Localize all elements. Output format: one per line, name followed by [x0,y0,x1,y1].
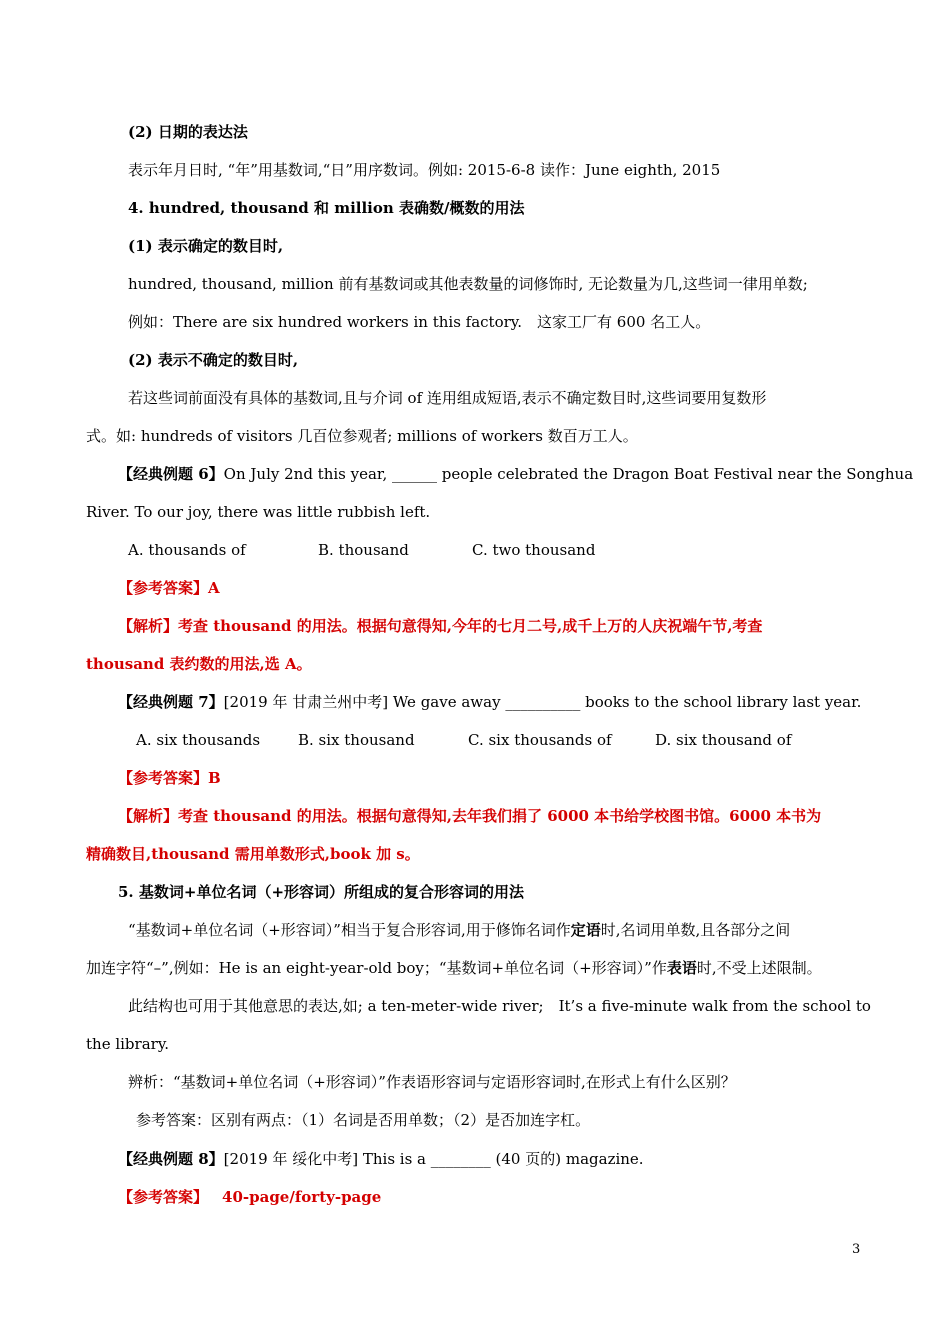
section-4-heading: 4. hundred, thousand 和 million 表确数/概数的用法 [128,199,525,217]
example-6-question [118,464,913,484]
example-6-analysis: 【解析】考查 thousand 的用法。根据句意得知,今年的七月二号,成千上万的人庆祝端午节,考查 [118,617,763,635]
date-rule-text: 表示年月日时, “年”用基数词,“日”用序数词。例如: 2015-6-8 读作：June eighth, 2015 [128,161,721,179]
definite-number-heading: (1) 表示确定的数目时, [128,237,284,255]
section-5-paragraph-3-cont: the library. [86,1035,170,1053]
section-5-paragraph-1 [128,920,790,940]
example-7-text: [2019 年 甘肃兰州中考] We gave away __________ books to the school library last year. [223,693,862,711]
example-6-option-a: A. thousands of [128,541,246,559]
section-5-paragraph-3: 此结构也可用于其他意思的表达,如; a ten-meter-wide river; It’s a five-minute walk from the school to [128,997,871,1015]
answer-value: A [208,579,220,597]
example-7-analysis: 【解析】考查 thousand 的用法。根据句意得知,去年我们捐了 6000 本书给学校图书馆。6000 本书为 [118,807,822,825]
example-7-option-b: B. six thousand [298,731,415,749]
text-run: 加连字符“–”,例如：He is an eight-year-old boy；“基数词+单位名词（+形容词）”作 [86,959,667,977]
example-7-option-c: C. six thousands of [468,731,612,749]
answer-value: B [208,769,221,787]
answer-label: 【参考答案】 [118,579,209,597]
definite-number-example: 例如：There are six hundred workers in this factory. 这家工厂有 600 名工人。 [128,313,711,331]
section-5-discussion-answer: 参考答案：区别有两点：（1）名词是否用单数；（2）是否加连字杠。 [136,1111,591,1129]
example-7-question [118,692,861,712]
example-6-tag: 【经典例题 6】 [118,465,224,483]
page-number: 3 [852,1242,861,1257]
example-8-text: [2019 年 绥化中考] This is a ________ (40 页的) magazine. [223,1150,644,1168]
example-6-text: On July 2nd this year, ______ people celebrated the Dragon Boat Festival near the Songhua [223,465,914,483]
example-8-tag: 【经典例题 8】 [118,1150,224,1168]
example-7-analysis-cont: 精确数目,thousand 需用单数形式,book 加 s。 [86,845,420,863]
example-6-text-cont: River. To our joy, there was little rubbish left. [86,503,431,521]
example-8-answer [118,1187,381,1207]
example-6-analysis-cont: thousand 表约数的用法,选 A。 [86,655,312,673]
example-8-question [118,1149,644,1169]
date-heading: (2) 日期的表达法 [128,123,248,141]
example-6-answer [118,578,220,598]
section-5-paragraph-2 [86,958,822,978]
indefinite-number-rule: 若这些词前面没有具体的基数词,且与介词 of 连用组成短语,表示不确定数目时,这些词要用复数形 [128,389,767,407]
text-run: “基数词+单位名词（+形容词）”相当于复合形容词,用于修饰名词作 [128,921,571,939]
example-7-answer [118,768,221,788]
bold-term: 定语 [570,921,601,939]
example-7-tag: 【经典例题 7】 [118,693,224,711]
indefinite-number-heading: (2) 表示不确定的数目时, [128,351,299,369]
answer-value: 40-page/forty-page [222,1188,382,1206]
section-5-discussion: 辨析：“基数词+单位名词（+形容词）”作表语形容词与定语形容词时,在形式上有什么区别？ [128,1073,736,1091]
example-7-option-d: D. six thousand of [655,731,792,749]
bold-term: 表语 [666,959,697,977]
text-run: 时,名词用单数,且各部分之间 [600,921,791,939]
answer-label: 【参考答案】 [118,769,209,787]
section-5-heading: 5. 基数词+单位名词（+形容词）所组成的复合形容词的用法 [118,883,525,901]
example-6-option-b: B. thousand [318,541,409,559]
answer-label: 【参考答案】 [118,1188,209,1206]
definite-number-rule: hundred, thousand, million 前有基数词或其他表数量的词修饰时, 无论数量为几,这些词一律用单数; [128,275,808,293]
example-7-option-a: A. six thousands [136,731,261,749]
indefinite-number-example: 式。如: hundreds of visitors 几百位参观者; millions of workers 数百万工人。 [86,427,638,445]
example-6-option-c: C. two thousand [472,541,596,559]
text-run: 时,不受上述限制。 [696,959,822,977]
